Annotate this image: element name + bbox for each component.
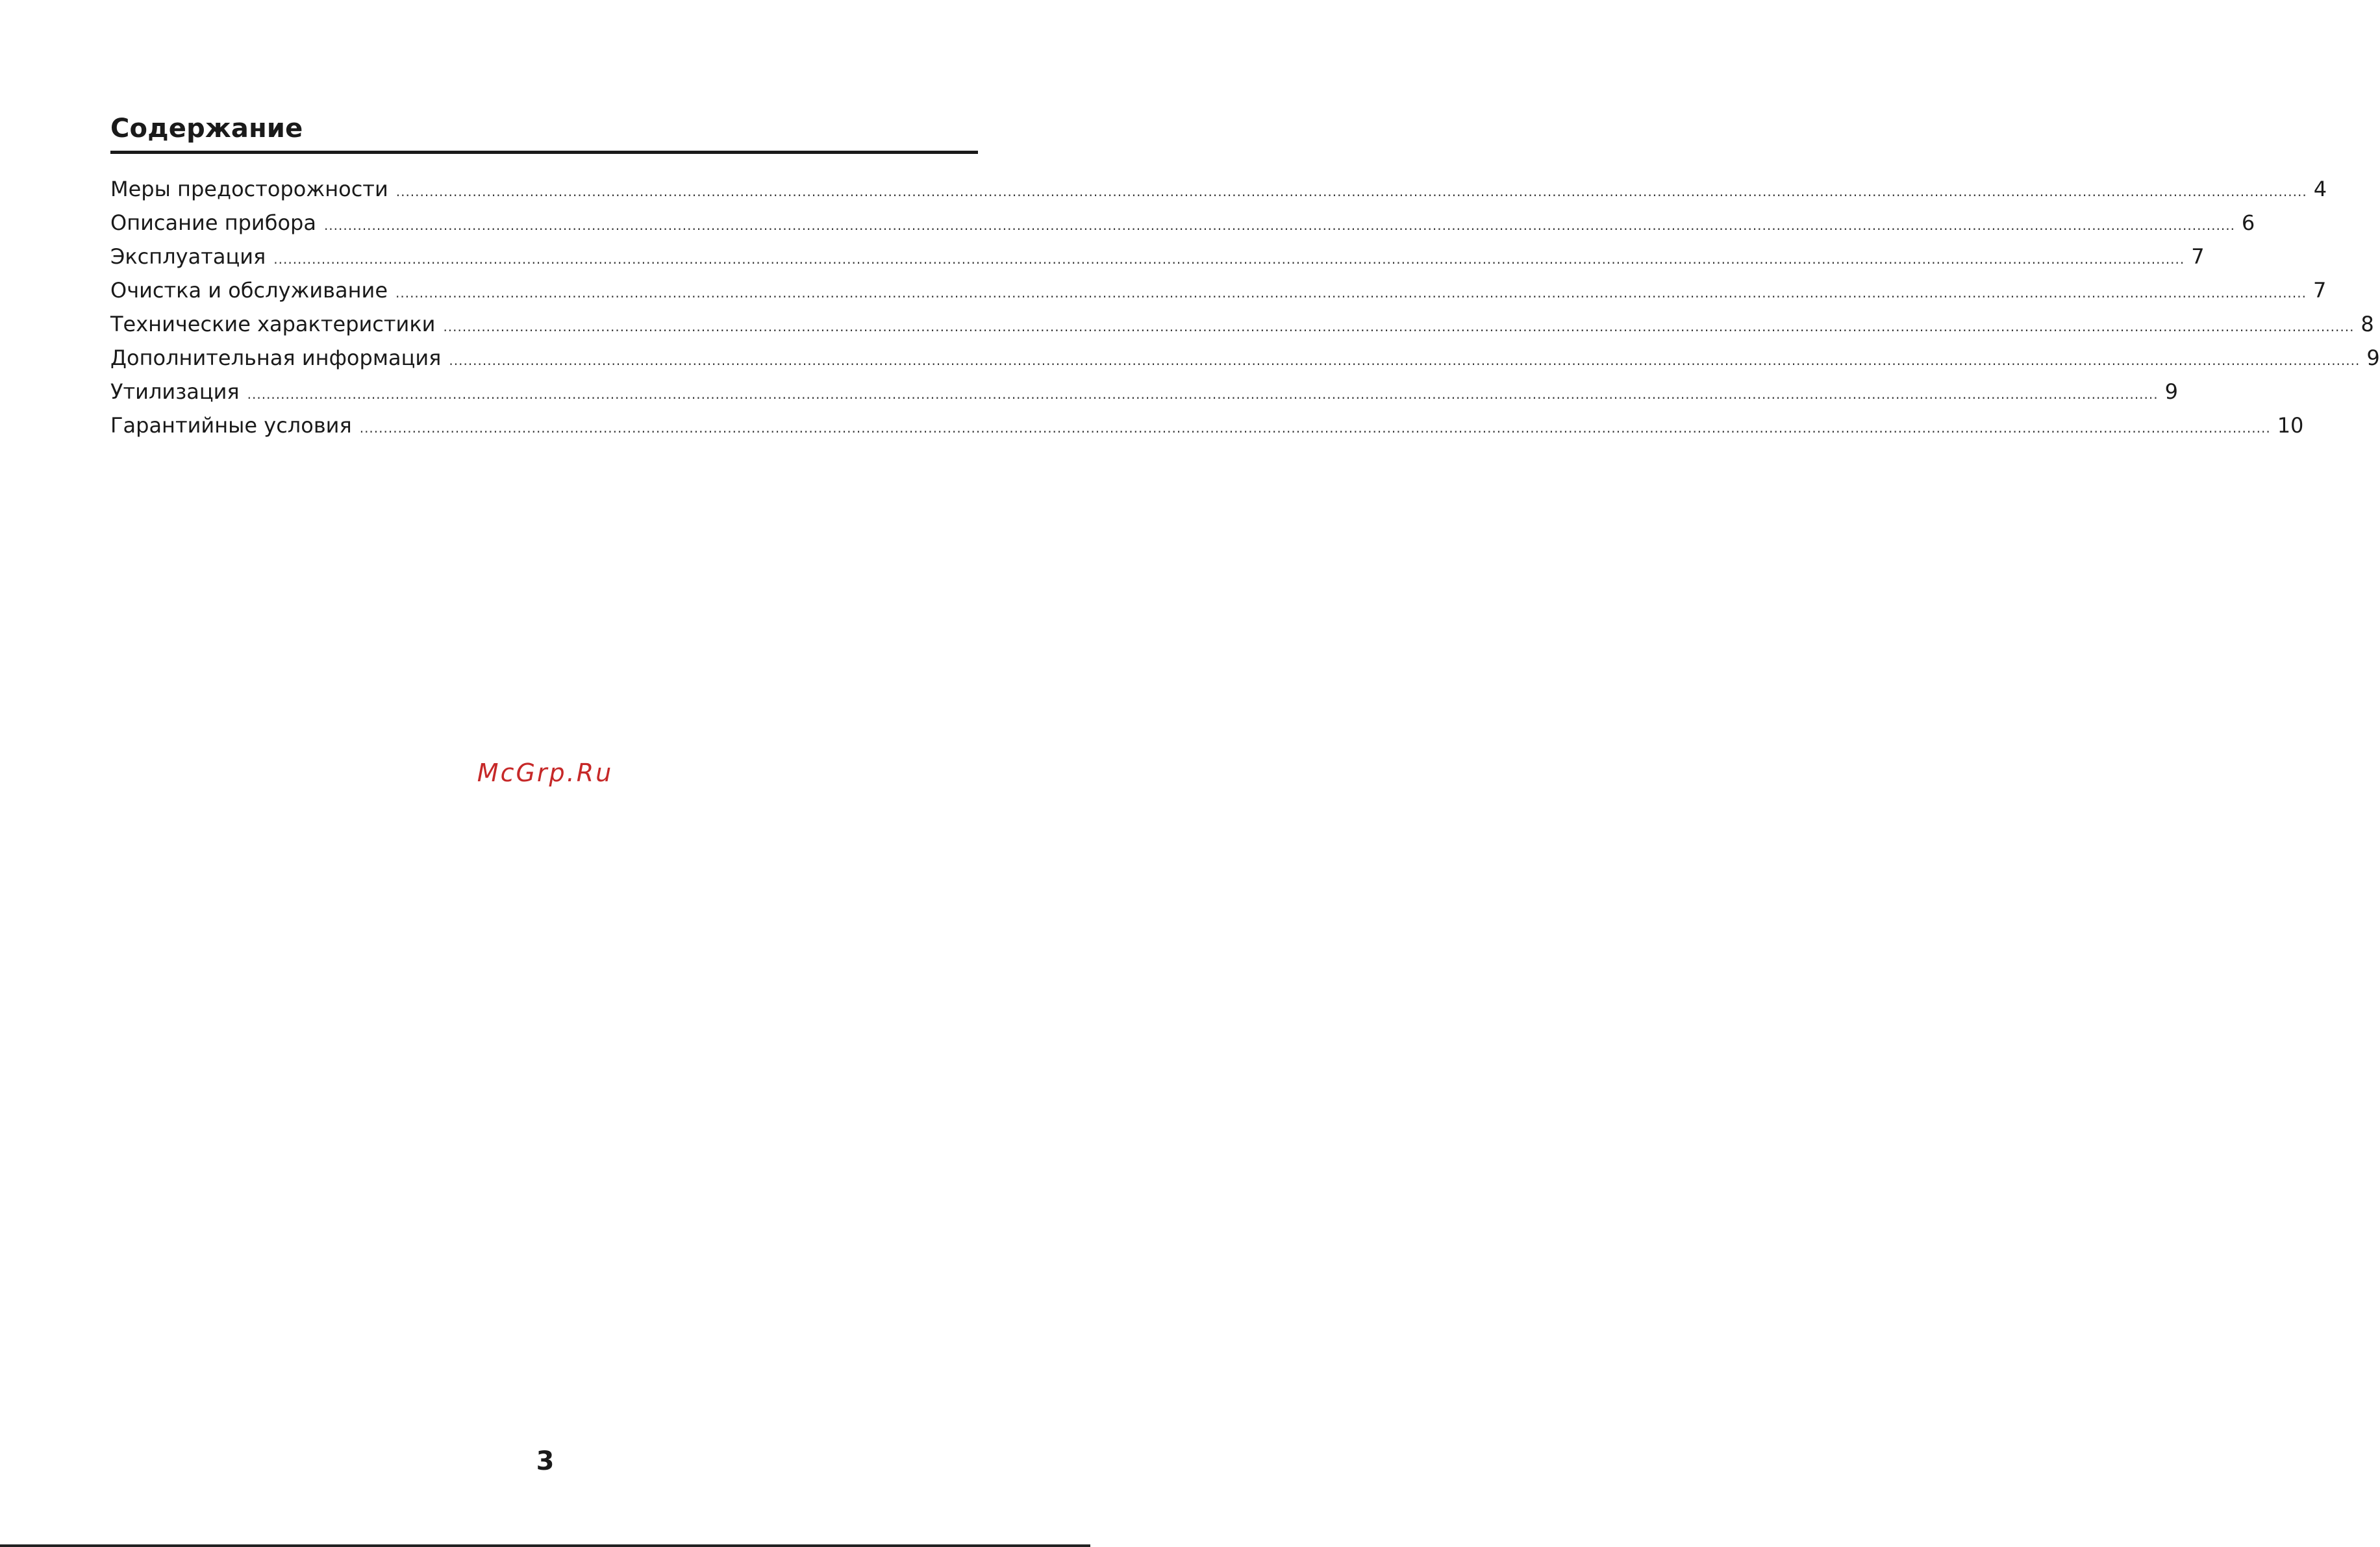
toc-entry-page: 9 bbox=[2366, 346, 2380, 370]
toc-dot-leader: ................................................................................................................................................................................................................................................................................................................................................................................................................ bbox=[273, 251, 2185, 267]
toc-entry-page: 6 bbox=[2241, 210, 2255, 235]
toc-entry-label: Меры предосторожности bbox=[110, 177, 388, 201]
toc-dot-leader: ................................................................................................................................................................................................................................................................................................................................................................................................................ bbox=[443, 319, 2355, 334]
toc-entry-page: 4 bbox=[2313, 177, 2327, 201]
page-bottom-border bbox=[0, 1544, 1090, 1547]
toc-dot-leader: ................................................................................................................................................................................................................................................................................................................................................................................................................ bbox=[395, 285, 2307, 301]
toc-entry[interactable] bbox=[110, 375, 2178, 409]
toc-entry-label: Технические характеристики bbox=[110, 312, 436, 336]
toc-entry[interactable] bbox=[110, 307, 2374, 341]
toc-dot-leader: ................................................................................................................................................................................................................................................................................................................................................................................................................ bbox=[323, 218, 2235, 233]
toc-entry-page: 10 bbox=[2277, 413, 2304, 438]
toc-entry-page: 7 bbox=[2312, 278, 2327, 303]
toc-entry[interactable] bbox=[110, 206, 2255, 240]
table-of-contents bbox=[110, 172, 2380, 442]
toc-entry[interactable] bbox=[110, 341, 2380, 375]
toc-dot-leader: ................................................................................................................................................................................................................................................................................................................................................................................................................ bbox=[359, 420, 2271, 436]
toc-entry[interactable] bbox=[110, 172, 2327, 206]
page-number: 3 bbox=[536, 1446, 555, 1476]
toc-dot-leader: ................................................................................................................................................................................................................................................................................................................................................................................................................ bbox=[395, 184, 2307, 199]
toc-entry[interactable] bbox=[110, 273, 2327, 307]
toc-entry-label: Описание прибора bbox=[110, 210, 316, 235]
watermark-text: McGrp.Ru bbox=[477, 759, 614, 787]
toc-entry-label: Очистка и обслуживание bbox=[110, 278, 388, 303]
toc-entry-page: 7 bbox=[2191, 244, 2205, 269]
toc-dot-leader: ................................................................................................................................................................................................................................................................................................................................................................................................................ bbox=[247, 386, 2159, 402]
title-divider bbox=[110, 151, 978, 154]
toc-entry-label: Дополнительная информация bbox=[110, 346, 442, 370]
toc-dot-leader: ................................................................................................................................................................................................................................................................................................................................................................................................................ bbox=[449, 353, 2361, 368]
toc-entry-page: 9 bbox=[2164, 379, 2178, 404]
page-title: Содержание bbox=[110, 114, 303, 144]
toc-entry-label: Эксплуатация bbox=[110, 244, 266, 269]
toc-entry-label: Утилизация bbox=[110, 379, 240, 404]
toc-entry-label: Гарантийные условия bbox=[110, 413, 352, 438]
toc-entry[interactable] bbox=[110, 240, 2205, 273]
toc-entry-page: 8 bbox=[2361, 312, 2374, 336]
toc-entry[interactable] bbox=[110, 409, 2304, 442]
